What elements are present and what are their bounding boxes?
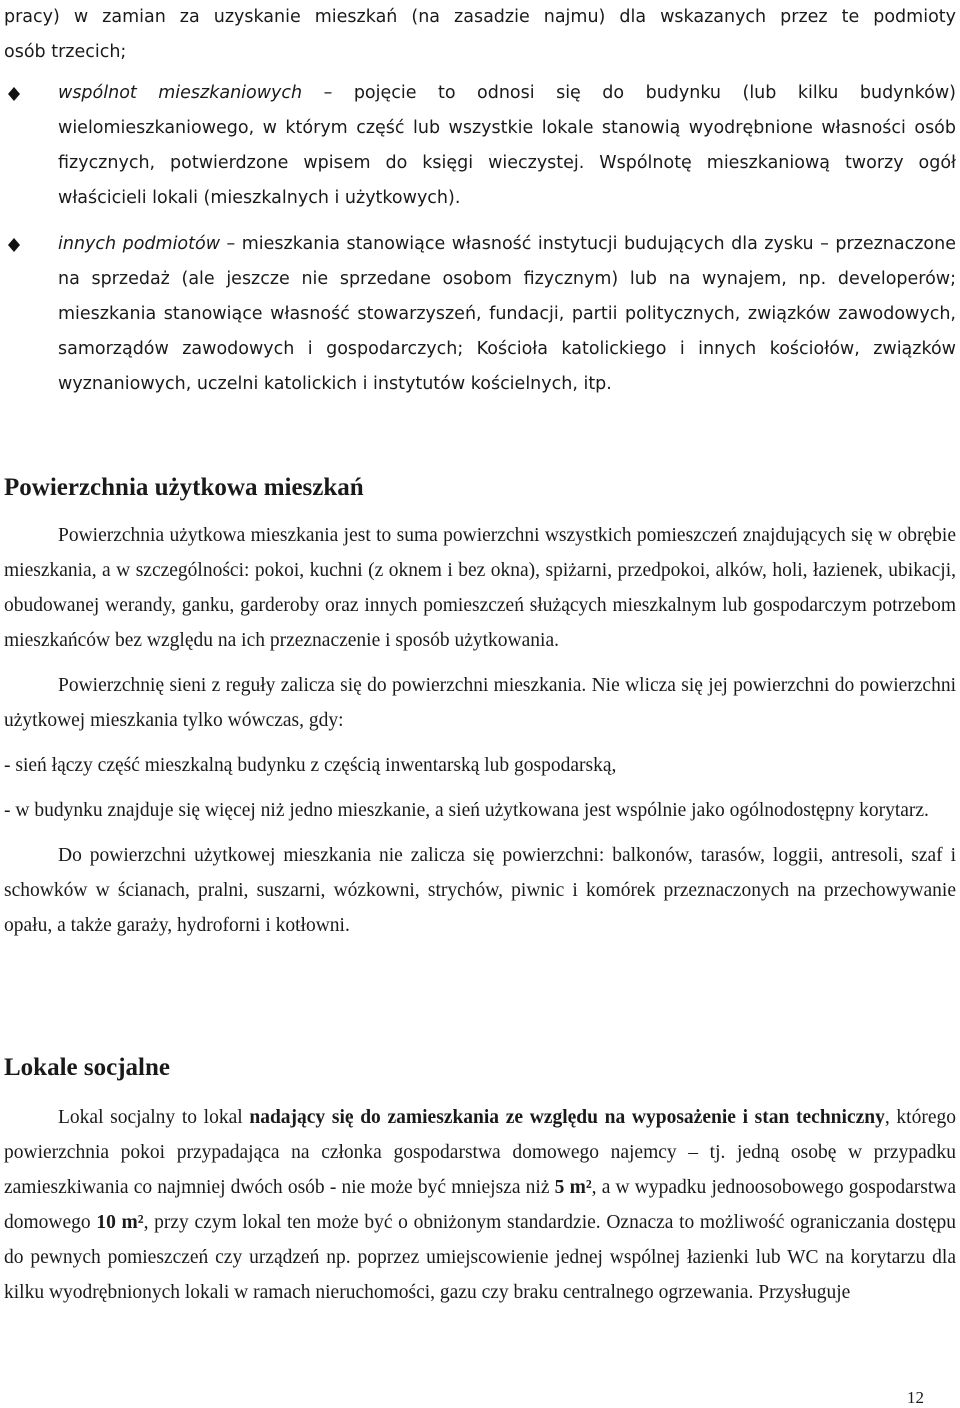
bullet-description: – mieszkania stanowiące własność instytucji budujących dla zysku – przeznaczone na sprzedaż (ale jeszcze nie sprzedane osobom fizycznym) lub na wynajem, np. developerów; mieszkania stanowiące własność stowarzyszeń, fundacji, partii politycznych, związków zawodowych, samorządów zawodowych i gospodarczych; Kościoła katolickiego i innych kościołów, związków wyznaniowych, uczelni katolickich i instytutów kościelnych, itp.: [58, 234, 956, 394]
paragraph-sien: Powierzchnię sieni z reguły zalicza się do powierzchni mieszkania. Nie wlicza się jej powierzchni do powierzchni użytkowej mieszkania tylko wówczas, gdy:: [4, 675, 956, 731]
paragraph-nie-zalicza: Do powierzchni użytkowej mieszkania nie zalicza się powierzchni: balkonów, tarasów, loggii, antresoli, szaf i schowków w ścianach, pralni, suszarni, wózkowni, strychów, piwnic i komórek przeznaczonych na przechowywanie opału, a także garaży, hydroforni i kotłowni.: [4, 845, 956, 936]
list-item-dash-1: - sień łączy część mieszkalną budynku z częścią inwentarską lub gospodarską,: [4, 755, 617, 776]
diamond-bullet-icon: [8, 87, 20, 101]
page-number: 12: [907, 1388, 924, 1407]
bullet-item-wspolnoty: [4, 76, 956, 216]
bullet-item-inne-podmioty: [4, 227, 956, 402]
text-run: , przy czym lokal ten może być o obniżonym standardzie. Oznacza to możliwość ograniczania dostępu do pewnych pomieszczeń czy urządzeń np. poprzez umiejscowienie jednej wspólnej łazienki lub WC na korytarzu dla kilku wyodrębnionych lokali w ramach nieruchomości, gazu czy braku centralnego ogrzewania. Przysługuje: [4, 1212, 957, 1303]
bullet-description: – pojęcie to odnosi się do budynku (lub kilku budynków) wielomieszkaniowego, w którym część lub wszystkie lokale stanowią wyodrębnione własności osób fizycznych, potwierdzone wpisem do księgi wieczystej. Wspólnotę mieszkaniową tworzy ogół właścicieli lokali (mieszkalnych i użytkowych).: [58, 83, 956, 208]
section-heading-lokale-socjalne: Lokale socjalne: [4, 1054, 170, 1081]
paragraph-lokal-socjalny: [4, 1100, 956, 1310]
intro-paragraph: [4, 0, 956, 70]
bullet-term: wspólnot mieszkaniowych: [58, 83, 303, 103]
text-run: , którego powierzchnia pokoi przypadająca na członka gospodarstwa domowego najemcy – tj. jedną osobę w przypadku zamieszkiwania co najmniej dwóch osób - nie może być mniejsza niż: [4, 1107, 956, 1198]
bullet-text: [58, 227, 956, 402]
bullet-term: innych podmiotów: [58, 234, 221, 254]
bold-run: 5 m²: [554, 1177, 592, 1198]
text-run: , a w wypadku jednoosobowego gospodarstwa domowego: [4, 1177, 956, 1233]
section-heading-powierzchnia: Powierzchnia użytkowa mieszkań: [4, 474, 364, 501]
text-run: Lokal socjalny to lokal: [58, 1107, 250, 1128]
bold-run: 10 m²: [96, 1212, 144, 1233]
intro-line-1: pracy) w zamian za uzyskanie mieszkań (na zasadzie najmu) dla wskazanych przez te podmioty: [4, 7, 956, 27]
bold-run: nadający się do zamieszkania ze względu na wyposażenie i stan techniczny: [249, 1107, 885, 1128]
section-2-body: [4, 1100, 956, 1310]
bullet-text: [58, 76, 956, 216]
list-item-dash-2: - w budynku znajduje się więcej niż jedno mieszkanie, a sień użytkowana jest wspólnie jako ogólnodostępny korytarz.: [4, 800, 929, 821]
intro-line-2: osób trzecich;: [4, 42, 127, 62]
diamond-bullet-icon: [8, 238, 20, 252]
section-1-body: [4, 518, 956, 943]
paragraph-definicja: Powierzchnia użytkowa mieszkania jest to suma powierzchni wszystkich pomieszczeń znajdujących się w obrębie mieszkania, a w szczególności: pokoi, kuchni (z oknem i bez okna), spiżarni, przedpokoi, alków, holi, łazienek, ubikacji, obudowanej werandy, ganku, garderoby oraz innych pomieszczeń służących mieszkalnym lub gospodarczym potrzebom mieszkańców bez względu na ich przeznaczenie i sposób użytkowania.: [4, 525, 956, 651]
